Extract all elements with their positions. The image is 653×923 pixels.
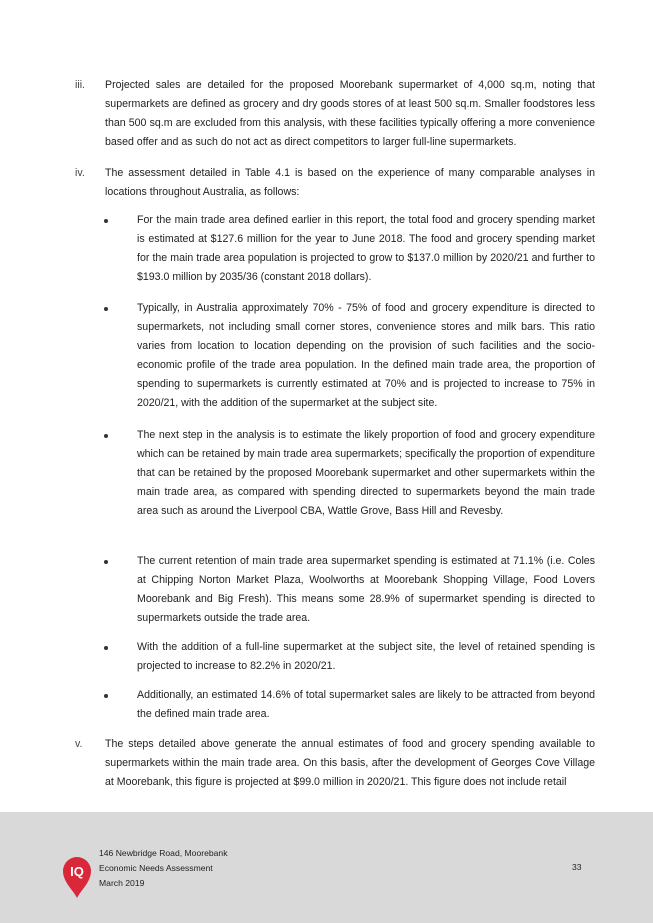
paragraph-text: The assessment detailed in Table 4.1 is based on the experience of many comparable analyses in locations throughout Australia, as follows: bbox=[105, 167, 595, 198]
list-numeral: iii. bbox=[75, 79, 86, 91]
bullet-icon bbox=[104, 560, 108, 564]
bullet-text: For the main trade area defined earlier in this report, the total food and grocery spending market is estimated at $127.6 million for the year to June 2018. The food and grocery spending market for the main trade area population is projected to grow to $137.0 million by 2020/21 and further to $193.0 million by 2035/36 (constant 2018 dollars). bbox=[137, 214, 595, 283]
logo-text: IQ bbox=[70, 864, 84, 879]
bullet-text: Typically, in Australia approximately 70% - 75% of food and grocery expenditure is directed to supermarkets, not including small corner stores, convenience stores and milk bars. This ratio varies from location to location depending on the provision of such facilities and the socio-economic profile of the trade area population. In the defined main trade area, the proportion of spending to supermarkets is currently estimated at 70% and is projected to increase to 75% in 2020/21, with the addition of the supermarket at the subject site. bbox=[137, 302, 595, 409]
bullet-icon bbox=[104, 219, 108, 223]
list-numeral: iv. bbox=[75, 167, 85, 179]
bullet-icon bbox=[104, 434, 108, 438]
bullet-text: The next step in the analysis is to estimate the likely proportion of food and grocery expenditure which can be retained by main trade area supermarkets; specifically the proportion of expenditure that can be retained by the proposed Moorebank supermarket and other supermarkets within the main trade area, as compared with spending directed to supermarkets beyond the main trade area such as around the Liverpool CBA, Wattle Grove, Bass Hill and Revesby. bbox=[137, 429, 595, 517]
paragraph-text: The steps detailed above generate the annual estimates of food and grocery spending available to supermarkets within the main trade area. On this basis, after the development of Georges Cove Village at Moorebank, this figure is projected at $99.0 million in 2020/21. This figure does not include retail bbox=[105, 738, 595, 788]
footer-address: 146 Newbridge Road, Moorebank bbox=[99, 848, 228, 858]
footer-date: March 2019 bbox=[99, 878, 145, 888]
paragraph-text: Projected sales are detailed for the proposed Moorebank supermarket of 4,000 sq.m, noting that supermarkets are defined as grocery and dry goods stores of at least 500 sq.m. Smaller foodstores less than 500 sq.m are excluded from this analysis, with these facilities typically offering a more convenience based offer and as such do not act as direct competitors to larger full-line supermarkets. bbox=[105, 79, 595, 148]
bullet-text: With the addition of a full-line supermarket at the subject site, the level of retained spending is projected to increase to 82.2% in 2020/21. bbox=[137, 641, 595, 672]
bullet-text: The current retention of main trade area supermarket spending is estimated at 71.1% (i.e. Coles at Chipping Norton Market Plaza, Woolworths at Moorebank Shopping Village, Food Lovers Moorebank and Big Fresh). This means some 28.9% of supermarket spending is directed to supermarkets outside the trade area. bbox=[137, 555, 595, 624]
bullet-icon bbox=[104, 307, 108, 311]
bullet-icon bbox=[104, 694, 108, 698]
page-number: 33 bbox=[572, 862, 582, 872]
bullet-icon bbox=[104, 646, 108, 650]
list-numeral: v. bbox=[75, 738, 83, 750]
bullet-text: Additionally, an estimated 14.6% of total supermarket sales are likely to be attracted from beyond the defined main trade area. bbox=[137, 689, 595, 720]
iq-logo-icon bbox=[61, 855, 93, 899]
page-footer bbox=[0, 812, 653, 923]
footer-report-title: Economic Needs Assessment bbox=[99, 863, 213, 873]
